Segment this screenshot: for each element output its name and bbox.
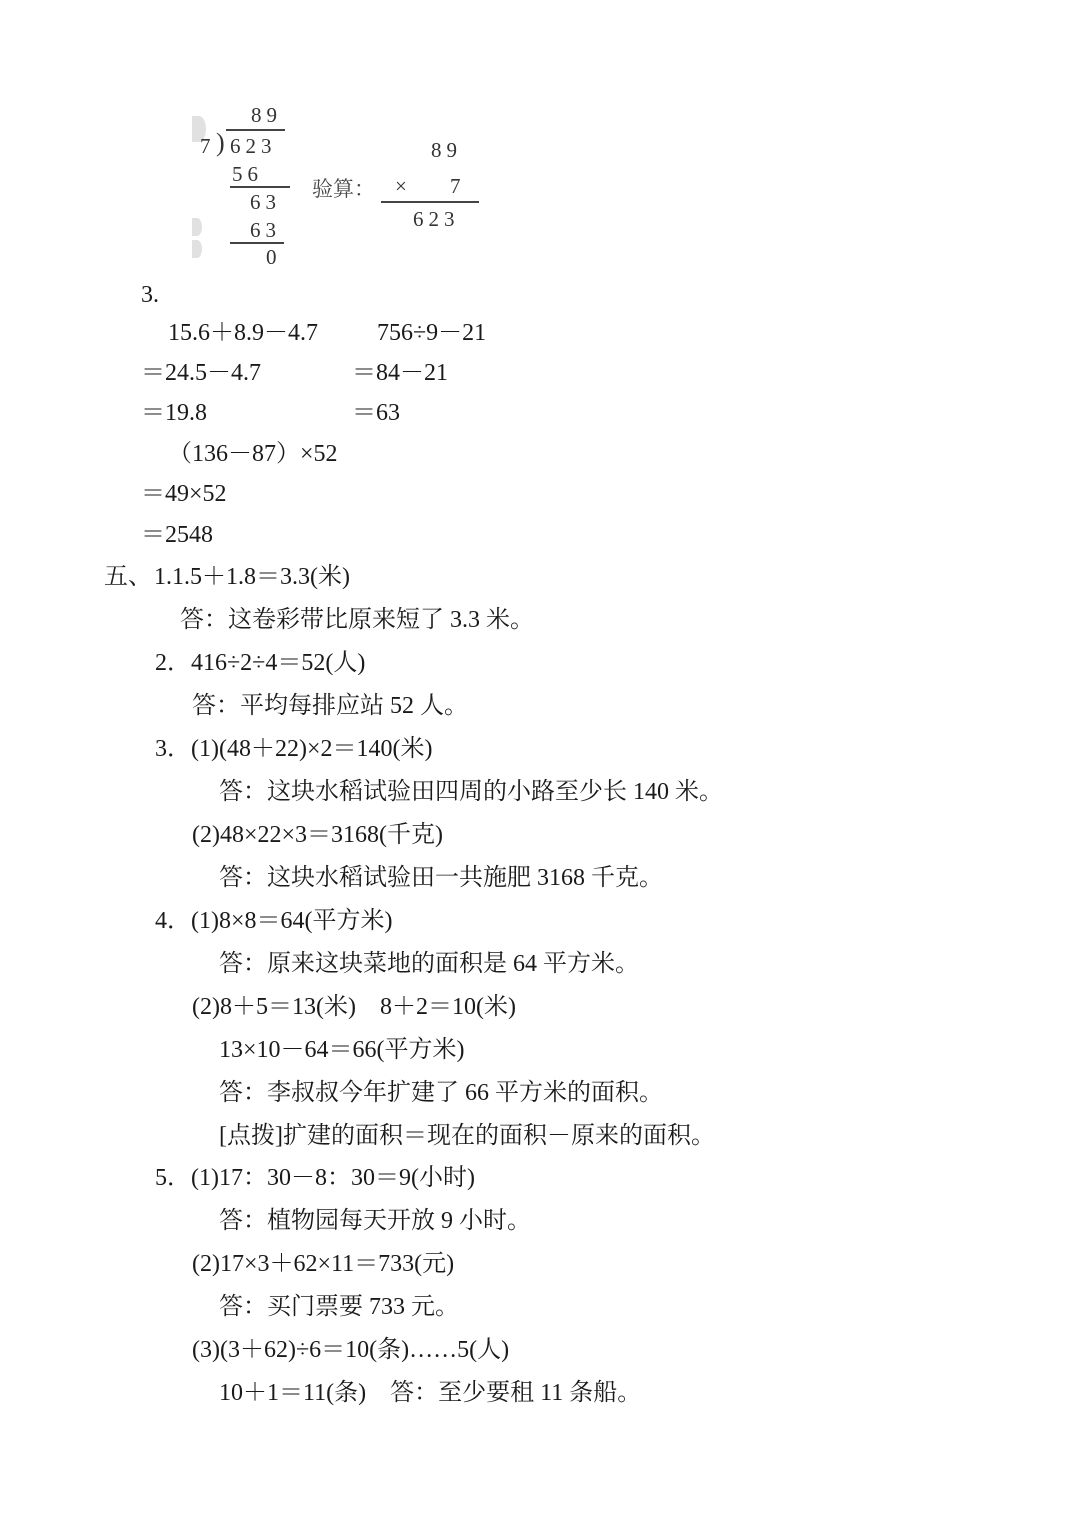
subtract-1: 56 <box>232 162 263 186</box>
check-multiplier: 7 <box>450 174 466 198</box>
problem-5-part1-answer: 答：植物园每天开放 9 小时。 <box>219 1208 531 1234</box>
check-multiplicand: 89 <box>431 138 462 162</box>
check-line <box>381 201 479 203</box>
division-bracket: ) <box>216 128 225 157</box>
decorative-shape <box>192 240 202 258</box>
problem-2-answer: 答：平均每排应站 52 人。 <box>192 693 468 719</box>
calc-left-line-1: 15.6＋8.9－4.7 <box>168 320 318 346</box>
problem-2-equation: 2．416÷2÷4＝52(人) <box>155 650 366 676</box>
problem-4-part2-answer: 答：李叔叔今年扩建了 66 平方米的面积。 <box>219 1080 663 1106</box>
quotient: 89 <box>251 103 282 127</box>
problem-4-part1-equation: 4．(1)8×8＝64(平方米) <box>155 908 393 934</box>
check-label: 验算： <box>312 177 375 201</box>
calc-bottom-line-3: ＝2548 <box>141 522 213 548</box>
section-3-number: 3. <box>141 282 159 308</box>
problem-5-part1-equation: 5．(1)17：30－8：30＝9(小时) <box>155 1165 475 1191</box>
dividend: 623 <box>230 134 277 158</box>
section-5-heading: 五、 <box>104 564 152 590</box>
subtract-line-2 <box>230 242 284 244</box>
problem-3-part1-equation: 3．(1)(48＋22)×2＝140(米) <box>155 736 433 762</box>
subtract-line-1 <box>230 186 290 188</box>
problem-5-part3-answer: 10＋1＝11(条) 答：至少要租 11 条船。 <box>219 1380 642 1406</box>
problem-4-part2-equation: (2)8＋5＝13(米) 8＋2＝10(米) <box>192 994 516 1020</box>
remainder-1: 63 <box>250 190 281 214</box>
problem-5-part3-equation: (3)(3＋62)÷6＝10(条)……5(人) <box>192 1337 510 1363</box>
calc-right-line-1: 756÷9－21 <box>377 320 487 346</box>
subtract-2: 63 <box>250 218 281 242</box>
division-bar <box>226 129 285 131</box>
calc-bottom-line-1: （136－87）×52 <box>168 441 338 467</box>
problem-3-part1-answer: 答：这块水稻试验田四周的小路至少长 140 米。 <box>219 779 723 805</box>
calc-right-line-3: ＝63 <box>352 400 400 426</box>
final-remainder: 0 <box>266 245 282 269</box>
problem-5-part2-answer: 答：买门票要 733 元。 <box>219 1294 459 1320</box>
decorative-shape <box>192 218 202 236</box>
calc-left-line-2: ＝24.5－4.7 <box>141 360 261 386</box>
divisor: 7 <box>200 134 216 158</box>
calc-right-line-2: ＝84－21 <box>352 360 448 386</box>
problem-1-equation: 1.1.5＋1.8＝3.3(米) <box>154 564 350 590</box>
calc-left-line-3: ＝19.8 <box>141 400 207 426</box>
problem-3-part2-equation: (2)48×22×3＝3168(千克) <box>192 822 444 848</box>
problem-4-hint: [点拨]扩建的面积＝现在的面积－原来的面积。 <box>219 1123 715 1149</box>
problem-4-part1-answer: 答：原来这块菜地的面积是 64 平方米。 <box>219 951 639 977</box>
problem-5-part2-equation: (2)17×3＋62×11＝733(元) <box>192 1251 455 1277</box>
calc-bottom-line-2: ＝49×52 <box>141 481 227 507</box>
check-product: 623 <box>413 207 460 231</box>
problem-4-part2-equation-b: 13×10－64＝66(平方米) <box>219 1037 465 1063</box>
problem-1-answer: 答：这卷彩带比原来短了 3.3 米。 <box>180 607 534 633</box>
problem-3-part2-answer: 答：这块水稻试验田一共施肥 3168 千克。 <box>219 865 663 891</box>
check-operator: × <box>395 174 412 198</box>
